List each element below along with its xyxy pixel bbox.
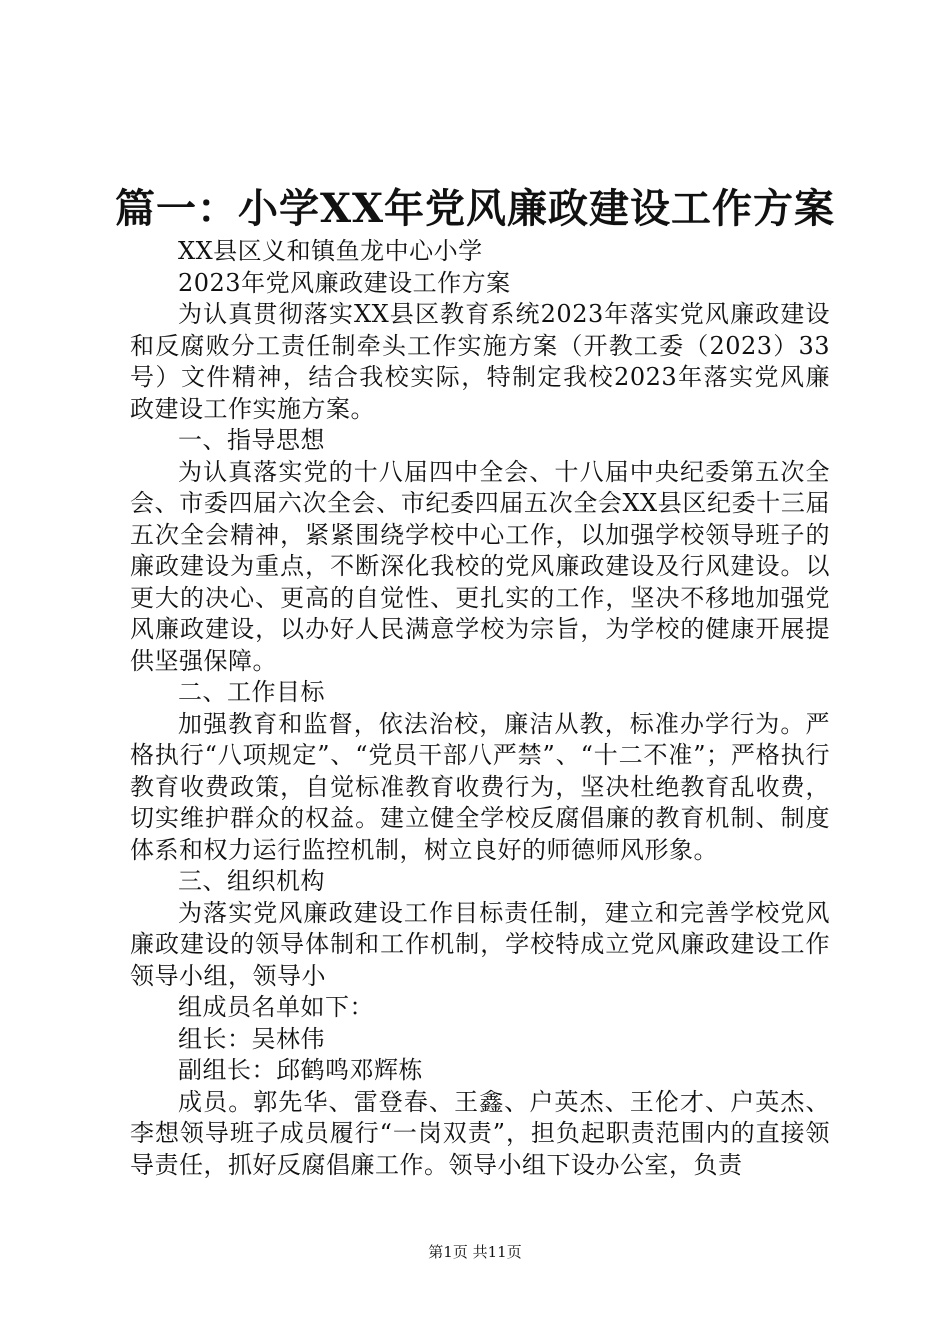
paragraph-school-name: XX县区义和镇鱼龙中心小学 <box>178 237 483 265</box>
section-heading-organization: 三、组织机构 <box>178 867 325 895</box>
paragraph-members: 成员。郭先华、雷登春、王鑫、户英杰、王伦才、户英杰、李想领导班子成员履行“一岗双责”，担负起职责范围内的直接领导责任，抓好反腐倡廉工作。领导小组下设办公室，负责 <box>130 1087 830 1179</box>
paragraph-member-list-intro: 组成员名单如下： <box>178 993 374 1021</box>
section-heading-guiding-thought: 一、指导思想 <box>178 426 325 454</box>
document-body <box>130 236 830 1181</box>
paragraph-plan-title: 2023年党风廉政建设工作方案 <box>178 268 511 297</box>
page-number-footer: 第1页 共11页 <box>428 1243 522 1261</box>
paragraph-group-leader: 组长：吴林伟 <box>178 1024 325 1053</box>
section-heading-work-goals: 二、工作目标 <box>178 678 325 706</box>
paragraph-intro: 为认真贯彻落实XX县区教育系统2023年落实党风廉政建设和反腐败分工责任制牵头工作实施方案（开教工委（2023）33号）文件精神，结合我校实际，特制定我校2023年落实党风廉政建设工作实施方案。 <box>130 300 830 423</box>
paragraph-deputy-leader: 副组长：邱鹤鸣邓辉栋 <box>178 1056 423 1084</box>
document-title: 篇一：小学XX年党风廉政建设工作方案 <box>114 185 836 232</box>
paragraph-organization: 为落实党风廉政建设工作目标责任制，建立和完善学校党风廉政建设的领导体制和工作机制，学校特成立党风廉政建设工作领导小组，领导小 <box>130 898 830 990</box>
paragraph-guiding-thought: 为认真落实党的十八届四中全会、十八届中央纪委第五次全会、市委四届六次全会、市纪委四届五次全会XX县区纪委十三届五次全会精神，紧紧围绕学校中心工作，以加强学校领导班子的廉政建设为重点，不断深化我校的党风廉政建设及行风建设。以更大的决心、更高的自觉性、更扎实的工作，坚决不移地加强党风廉政建设，以办好人民满意学校为宗旨，为学校的健康开展提供坚强保障。 <box>130 457 830 675</box>
paragraph-work-goals: 加强教育和监督，依法治校，廉洁从教，标准办学行为。严格执行“八项规定”、“党员干部八严禁”、“十二不准”；严格执行教育收费政策，自觉标准教育收费行为，坚决杜绝教育乱收费，切实维护群众的权益。建立健全学校反腐倡廉的教育机制、制度体系和权力运行监控机制，树立良好的师德师风形象。 <box>130 709 830 864</box>
